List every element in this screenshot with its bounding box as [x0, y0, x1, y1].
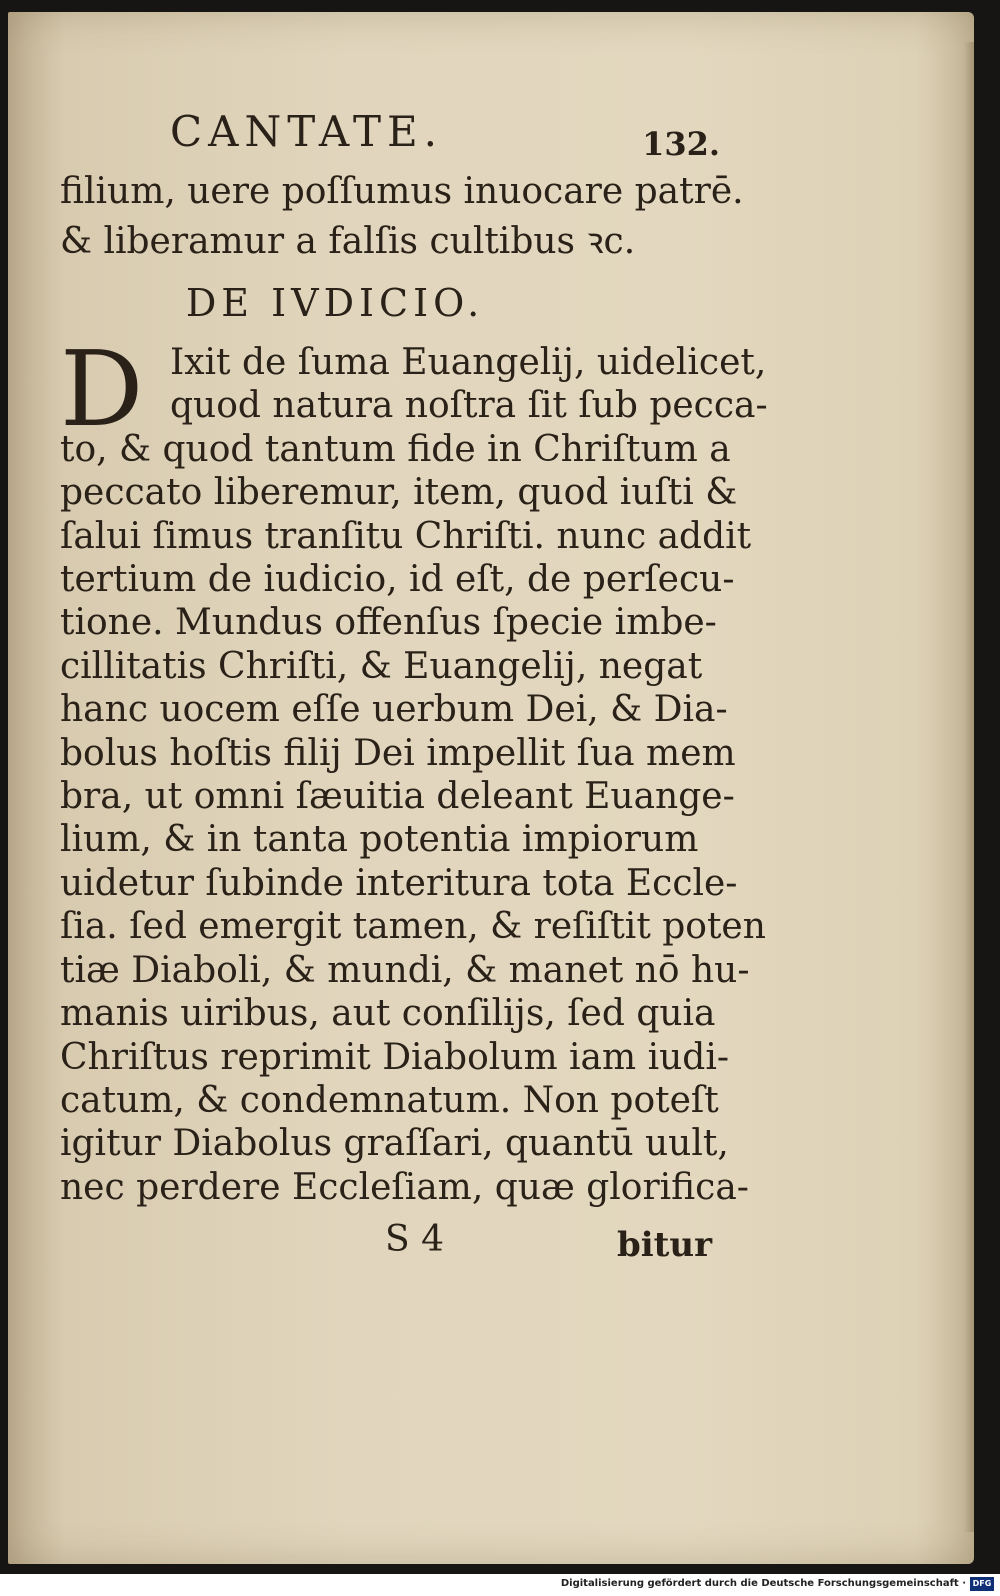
text-line: Ixit de ſuma Euangelij, uidelicet, [170, 342, 767, 383]
text-line: nec perdere Eccleſiam, quæ glorifica- [60, 1166, 749, 1208]
text-line: uidetur ſubinde interitura tota Eccle- [60, 862, 738, 904]
text-line: igitur Diabolus graſſari, quantū uult, [60, 1123, 729, 1165]
text-line: bolus hoſtis filij Dei impellit ſua mem [60, 732, 736, 774]
text-line: quod natura noſtra ſit ſub pecca- [170, 385, 768, 427]
signature-mark: S 4 [385, 1219, 445, 1261]
text-line: to, & quod tantum fide in Chriſtum a [60, 428, 731, 470]
text-line: catum, & condemnatum. Non poteſt [60, 1079, 719, 1121]
credit-bar [0, 1574, 1000, 1596]
text-line: cillitatis Chriſti, & Euangelij, negat [60, 645, 703, 687]
page-edge-shadow [964, 42, 974, 1532]
running-title: CANTATE. [170, 107, 443, 156]
running-head [60, 107, 720, 167]
text-line: bra, ut omni ſæuitia deleant Euange- [60, 776, 735, 818]
catchword: bitur [616, 1225, 712, 1266]
credit-text: Digitalisierung gefördert durch die Deutsche Forschungsgemeinschaft · [560, 1578, 966, 1589]
text-line: tiæ Diaboli, & mundi, & manet nō hu- [60, 949, 750, 991]
book-page [8, 12, 974, 1564]
text-line: Chriſtus reprimit Diabolum iam iudi- [60, 1036, 730, 1078]
carry-over-line: & liberamur a falſis cultibus ꝛc. [60, 221, 636, 262]
text-line: ſia. ſed emergit tamen, & reſiſtit poten [60, 906, 766, 948]
text-line: tione. Mundus offenſus ſpecie imbe- [60, 602, 717, 644]
section-heading: DE IVDICIO. [185, 281, 485, 325]
folio-number: 132. [642, 125, 720, 163]
text-block [60, 107, 768, 1269]
body-paragraph [60, 328, 768, 1209]
page-footer [60, 1219, 720, 1269]
carry-over-line: filium, uere poſſumus inuocare patrē. [60, 171, 744, 212]
text-line: manis uiribus, aut conſilijs, ſed quia [60, 993, 716, 1035]
text-line: lium, & in tanta potentia impiorum [60, 819, 699, 861]
text-line: tertium de iudicio, id eſt, de perſecu- [60, 559, 735, 601]
text-line: peccato liberemur, item, quod iuſti & [60, 472, 738, 514]
text-line: ſalui ſimus tranſitu Chriſti. nunc addit [60, 515, 752, 557]
dfg-logo: DFG [970, 1577, 994, 1591]
text-line: hanc uocem eſſe uerbum Dei, & Dia- [60, 689, 728, 731]
drop-cap-initial: D [60, 328, 144, 450]
